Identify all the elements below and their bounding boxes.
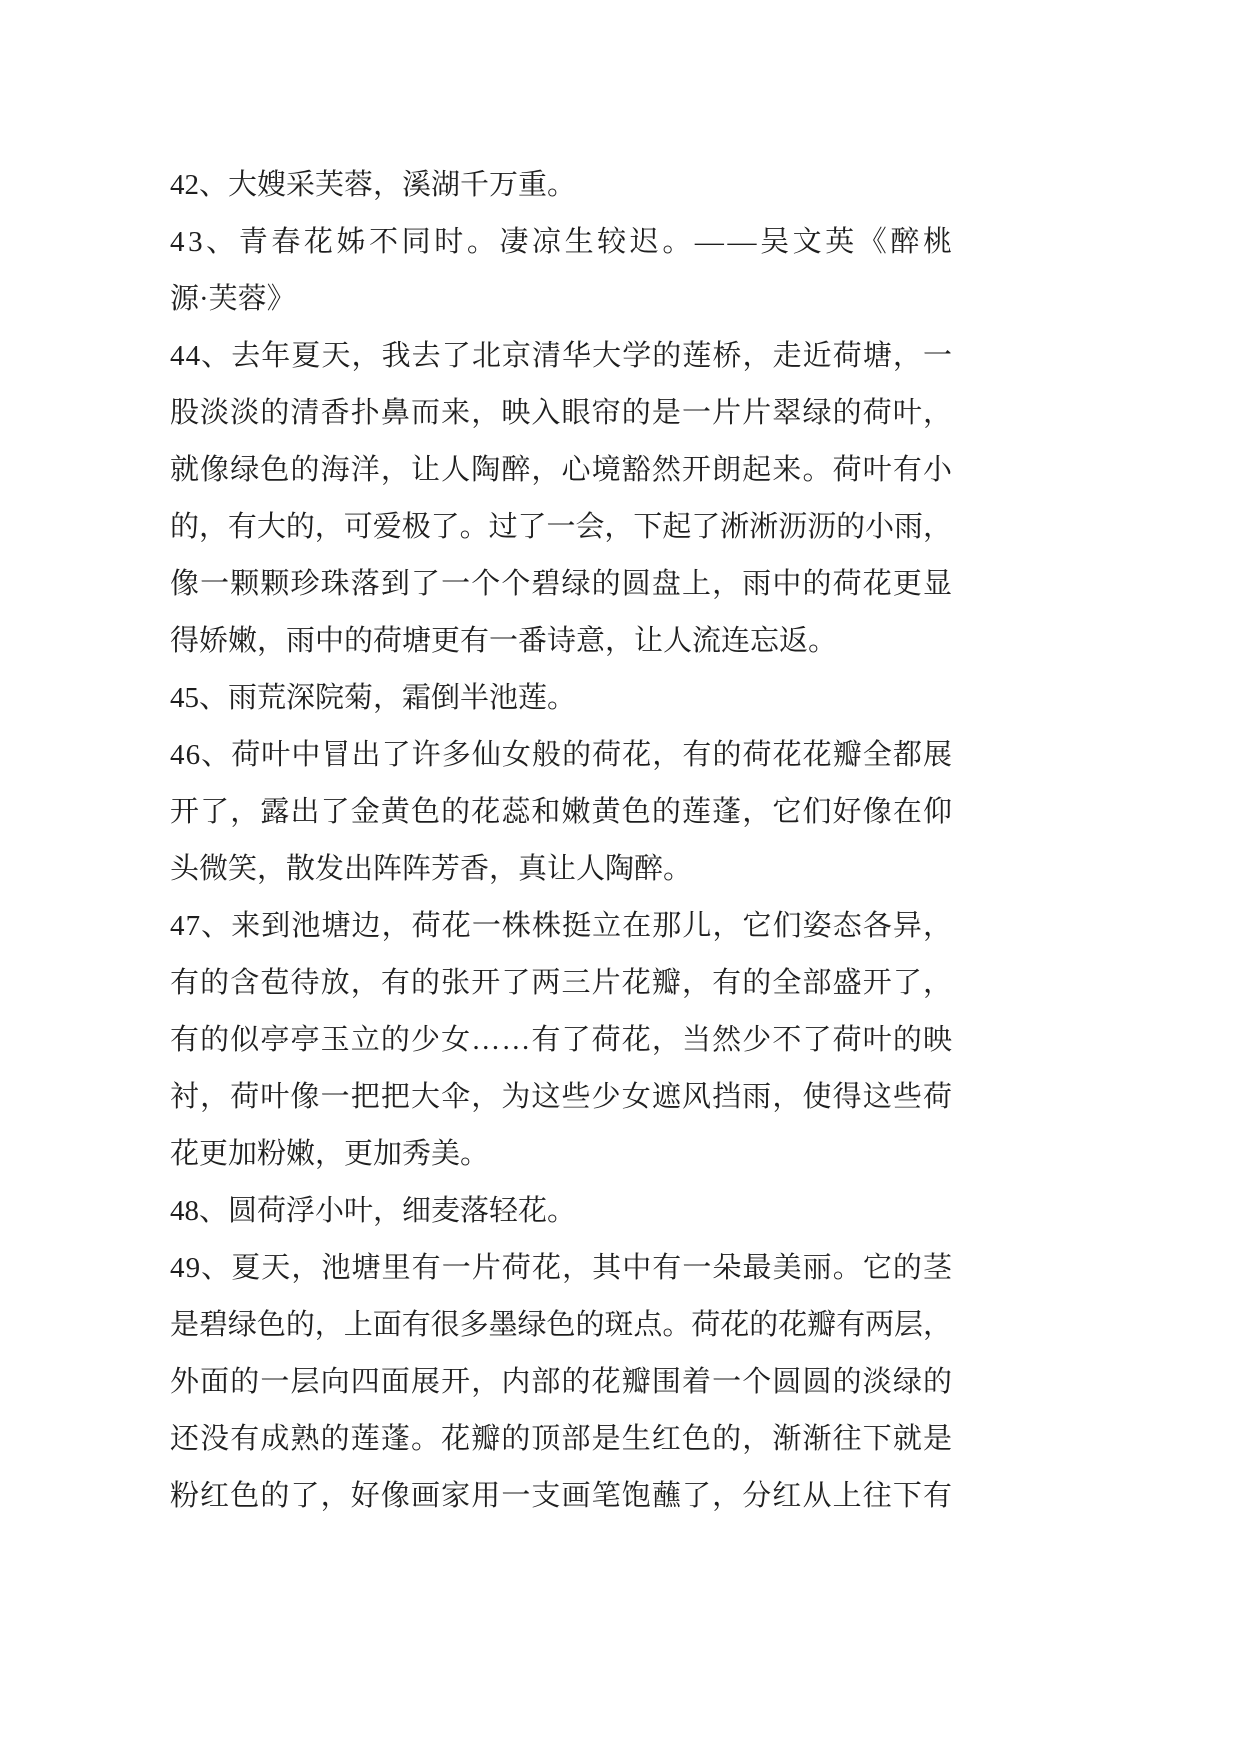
text-line: 外面的一层向四面展开，内部的花瓣围着一个圆圆的淡绿的 <box>170 1366 954 1398</box>
text-line: 44、去年夏天，我去了北京清华大学的莲桥，走近荷塘，一 <box>170 340 954 372</box>
text-line: 花更加粉嫩，更加秀美。 <box>170 1138 490 1170</box>
paragraph <box>170 898 960 1183</box>
text-line: 42、大嫂采芙蓉，溪湖千万重。 <box>170 169 577 201</box>
text-line: 46、荷叶中冒出了许多仙女般的荷花，有的荷花花瓣全都展 <box>170 739 954 771</box>
text-line: 粉红色的了，好像画家用一支画笔饱蘸了，分红从上往下有 <box>170 1480 954 1512</box>
text-line: 45、雨荒深院菊，霜倒半池莲。 <box>170 682 577 714</box>
text-line: 衬，荷叶像一把把大伞，为这些少女遮风挡雨，使得这些荷 <box>170 1081 954 1113</box>
paragraph <box>170 727 960 898</box>
text-line: 48、圆荷浮小叶，细麦落轻花。 <box>170 1195 577 1227</box>
text-block <box>170 157 960 1525</box>
text-line: 有的似亭亭玉立的少女……有了荷花，当然少不了荷叶的映 <box>170 1024 954 1056</box>
paragraph <box>170 1240 960 1525</box>
paragraph <box>170 1183 960 1240</box>
paragraph <box>170 157 960 214</box>
text-line: 就像绿色的海洋，让人陶醉，心境豁然开朗起来。荷叶有小 <box>170 454 954 486</box>
text-line: 是碧绿色的，上面有很多墨绿色的斑点。荷花的花瓣有两层， <box>170 1309 952 1341</box>
text-line: 49、夏天，池塘里有一片荷花，其中有一朵最美丽。它的茎 <box>170 1252 954 1284</box>
paragraph <box>170 328 960 670</box>
paragraph <box>170 214 960 328</box>
text-line: 股淡淡的清香扑鼻而来，映入眼帘的是一片片翠绿的荷叶， <box>170 397 954 429</box>
text-line: 头微笑，散发出阵阵芳香，真让人陶醉。 <box>170 853 693 885</box>
text-line: 得娇嫩，雨中的荷塘更有一番诗意，让人流连忘返。 <box>170 625 838 657</box>
text-line: 像一颗颗珍珠落到了一个个碧绿的圆盘上，雨中的荷花更显 <box>170 568 954 600</box>
text-line: 47、来到池塘边，荷花一株株挺立在那儿，它们姿态各异， <box>170 910 954 942</box>
text-line: 还没有成熟的莲蓬。花瓣的顶部是生红色的，渐渐往下就是 <box>170 1423 954 1455</box>
text-line: 开了，露出了金黄色的花蕊和嫩黄色的莲蓬，它们好像在仰 <box>170 796 954 828</box>
paragraph <box>170 670 960 727</box>
text-line: 有的含苞待放，有的张开了两三片花瓣，有的全部盛开了， <box>170 967 954 999</box>
text-line: 源·芙蓉》 <box>170 283 296 315</box>
text-line: 的，有大的，可爱极了。过了一会，下起了淅淅沥沥的小雨， <box>170 511 952 543</box>
text-line: 43、青春花姊不同时。凄凉生较迟。——吴文英《醉桃 <box>170 226 956 258</box>
